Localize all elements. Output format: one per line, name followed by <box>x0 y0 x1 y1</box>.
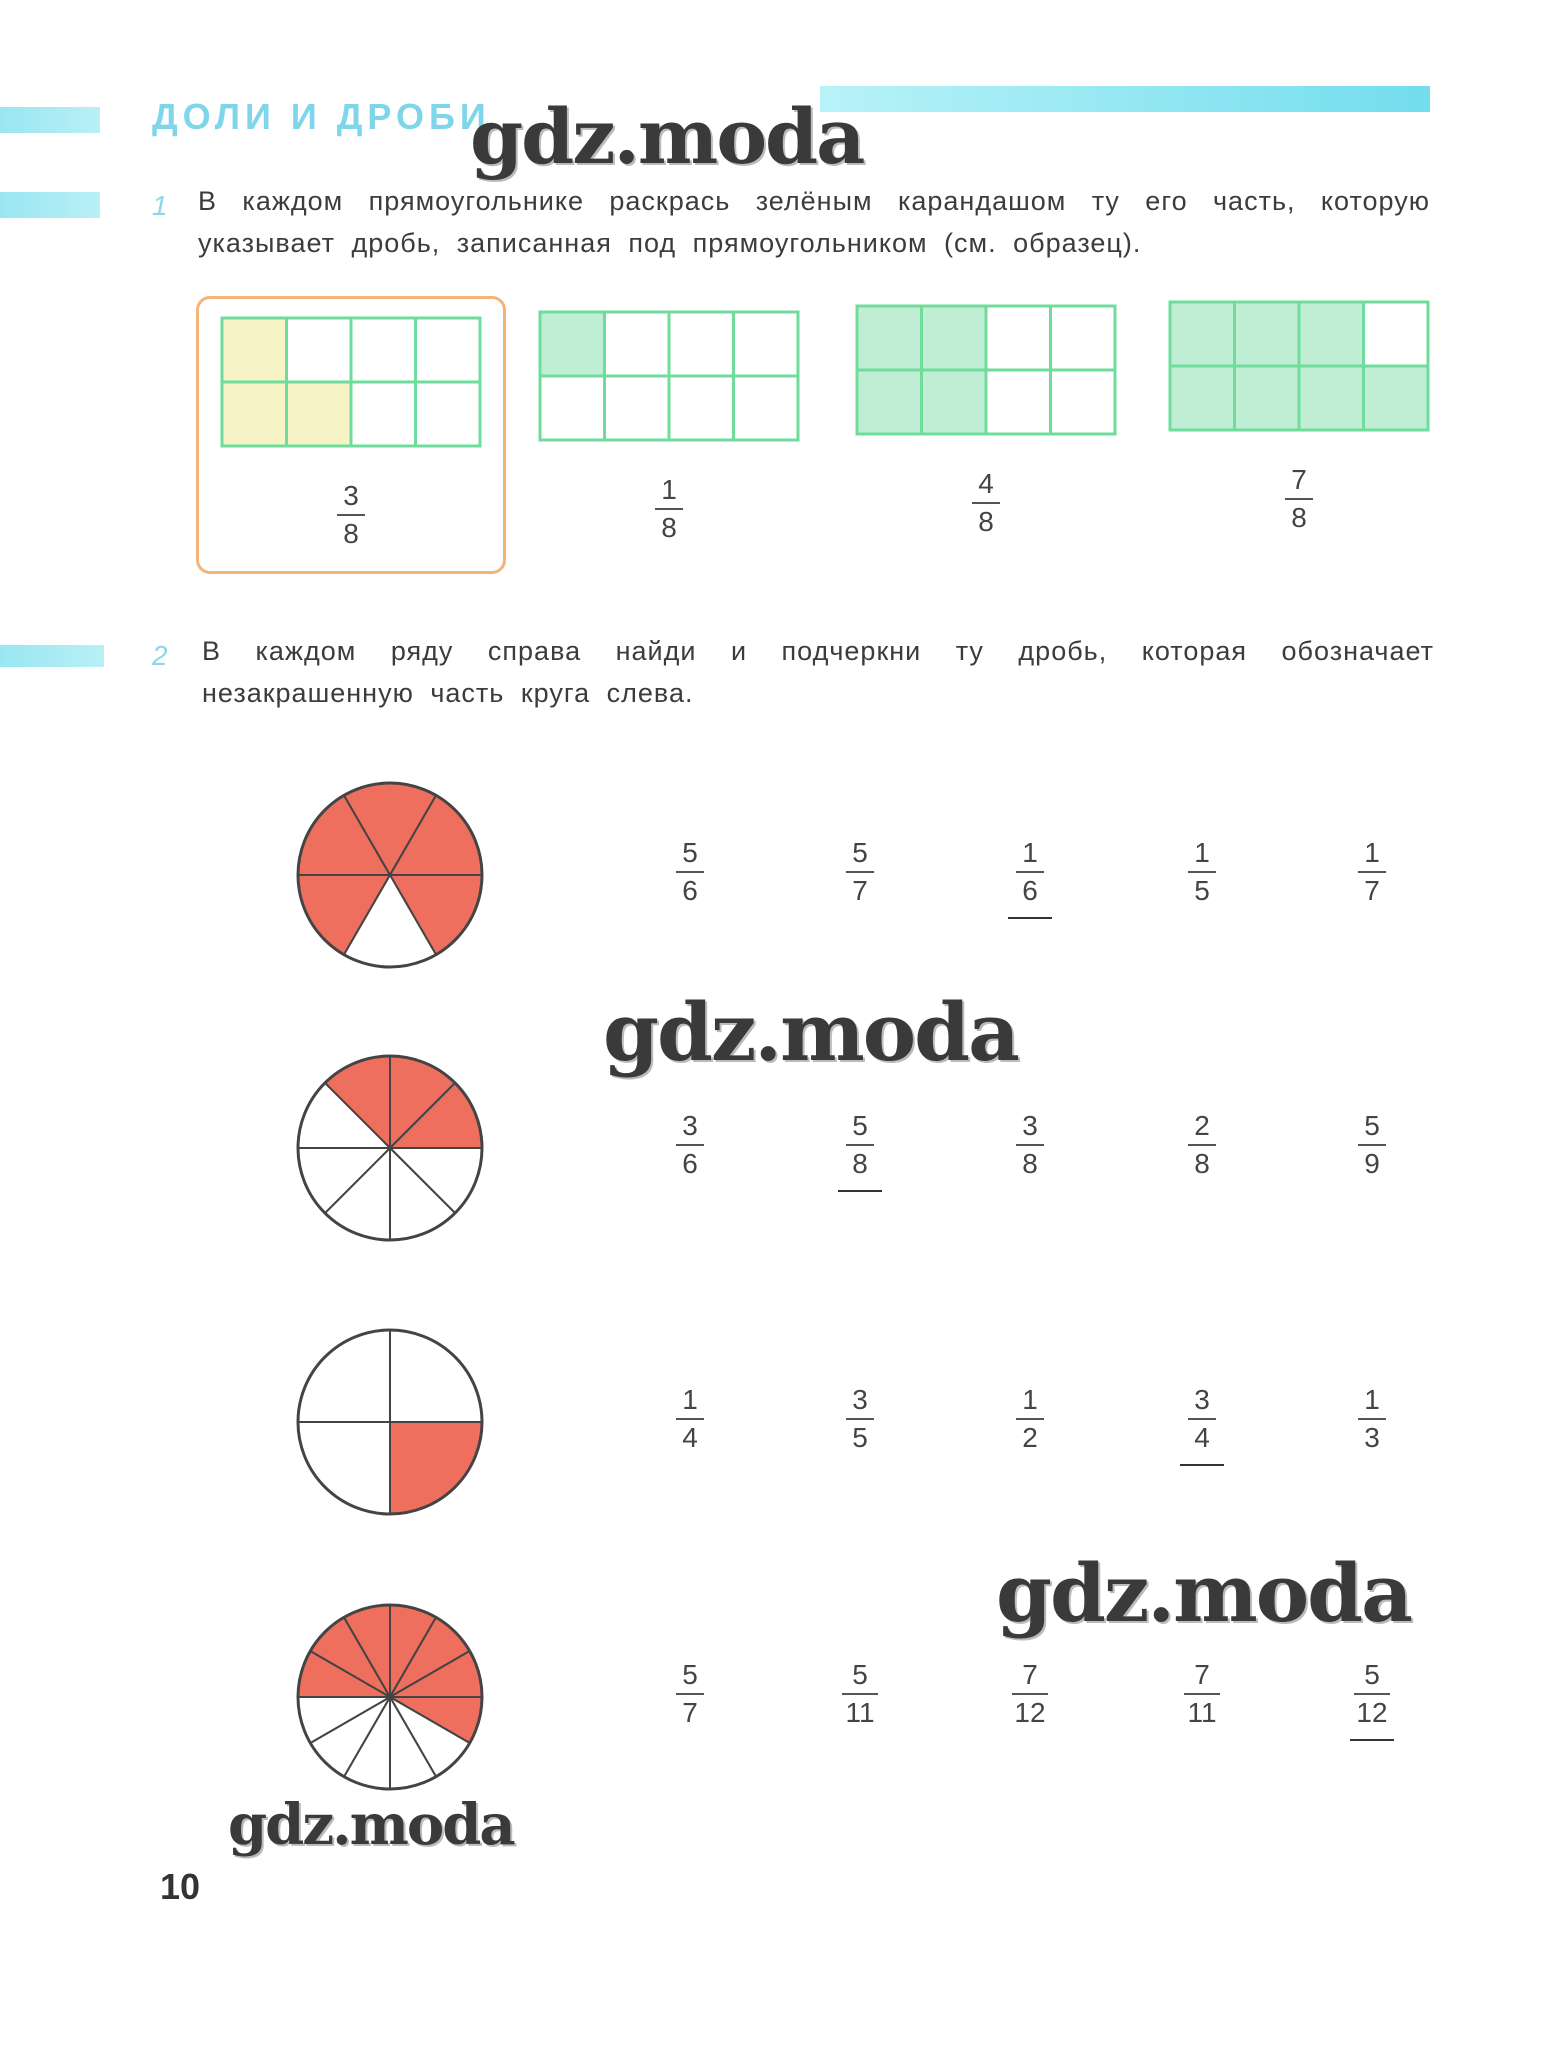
fraction-numerator: 3 <box>852 1384 868 1415</box>
fraction-numerator: 5 <box>682 1659 698 1690</box>
fraction-denominator: 12 <box>1014 1697 1046 1728</box>
task-1-text: В каждом прямоугольнике раскрась зелёным карандашом ту его часть, которую указывает дробь, записанная под прямоугольником (см. образец). <box>198 186 1430 258</box>
fraction-numerator: 1 <box>1364 1384 1380 1415</box>
fraction-numerator: 2 <box>1194 1110 1210 1141</box>
fraction-option[interactable] <box>830 835 890 909</box>
fraction-denominator: 11 <box>845 1697 875 1728</box>
fraction-numerator: 3 <box>682 1110 698 1141</box>
fraction-denominator: 6 <box>682 875 698 906</box>
watermark: gdz.moda <box>996 1546 1411 1640</box>
fraction-numerator: 1 <box>1194 837 1210 868</box>
fraction-option[interactable] <box>830 1657 890 1731</box>
fraction-denominator: 8 <box>1022 1148 1038 1179</box>
fraction-numerator: 3 <box>1194 1384 1210 1415</box>
fraction-circle <box>298 1605 482 1789</box>
fraction-option[interactable] <box>830 1108 890 1182</box>
fraction-numerator: 4 <box>978 468 994 499</box>
fraction-option[interactable] <box>1000 1382 1060 1456</box>
fraction-denominator: 2 <box>1022 1422 1038 1453</box>
fraction-option[interactable] <box>660 835 720 909</box>
fraction-denominator: 7 <box>1364 875 1380 906</box>
fraction-option[interactable] <box>660 1108 720 1182</box>
fraction-denominator: 7 <box>682 1697 698 1728</box>
fraction-denominator: 11 <box>1187 1697 1217 1728</box>
fraction-option[interactable] <box>1000 1108 1060 1182</box>
fraction-circle <box>298 1056 482 1240</box>
fraction-numerator: 5 <box>1364 1659 1380 1690</box>
fraction-denominator: 9 <box>1364 1148 1380 1179</box>
fraction-denominator: 8 <box>1291 502 1307 533</box>
fraction-option[interactable] <box>1342 835 1402 909</box>
fraction-denominator: 8 <box>1194 1148 1210 1179</box>
watermark: gdz.moda <box>603 985 1018 1079</box>
fraction-circle <box>298 1330 482 1514</box>
answer-underline <box>1180 1464 1224 1466</box>
watermark: gdz.moda <box>228 1792 514 1858</box>
fraction-denominator: 5 <box>852 1422 868 1453</box>
fraction-circle <box>298 783 482 967</box>
fraction-option[interactable] <box>1342 1657 1402 1731</box>
page-number: 10 <box>160 1866 201 1907</box>
fraction-denominator: 7 <box>852 875 868 906</box>
fraction-numerator: 3 <box>1022 1110 1038 1141</box>
task-2-text: В каждом ряду справа найди и подчеркни ту дробь, которая обозначает незакрашенную часть круга слева. <box>202 636 1434 708</box>
fraction-denominator: 8 <box>343 518 359 549</box>
fraction-numerator: 5 <box>852 1659 868 1690</box>
fraction-denominator: 8 <box>978 506 994 537</box>
answer-underline <box>1008 917 1052 919</box>
fraction-option[interactable] <box>1172 835 1232 909</box>
fraction-numerator: 3 <box>343 480 359 511</box>
fraction-numerator: 1 <box>661 474 677 505</box>
fraction-denominator: 4 <box>1194 1422 1210 1453</box>
fraction-numerator: 7 <box>1291 464 1307 495</box>
fraction-option[interactable] <box>1000 1657 1060 1731</box>
task-2-number: 2 <box>152 640 168 671</box>
fraction-denominator: 5 <box>1194 875 1210 906</box>
fraction-denominator: 12 <box>1356 1697 1388 1728</box>
fraction-denominator: 4 <box>682 1422 698 1453</box>
fraction-option[interactable] <box>660 1382 720 1456</box>
fraction-option[interactable] <box>1000 835 1060 909</box>
fraction-option[interactable] <box>1342 1382 1402 1456</box>
fraction-numerator: 5 <box>1364 1110 1380 1141</box>
fraction-denominator: 6 <box>1022 875 1038 906</box>
fraction-denominator: 8 <box>661 512 677 543</box>
fraction-numerator: 1 <box>1364 837 1380 868</box>
fraction-numerator: 7 <box>1194 1659 1210 1690</box>
fraction-numerator: 5 <box>852 1110 868 1141</box>
fraction-numerator: 1 <box>1022 837 1038 868</box>
fraction-denominator: 8 <box>852 1148 868 1179</box>
fraction-denominator: 3 <box>1364 1422 1380 1453</box>
section-title: ДОЛИ И ДРОБИ <box>152 96 491 137</box>
fraction-option[interactable] <box>1172 1657 1232 1731</box>
answer-underline <box>1350 1739 1394 1741</box>
fraction-numerator: 1 <box>682 1384 698 1415</box>
fraction-numerator: 7 <box>1022 1659 1038 1690</box>
fraction-numerator: 1 <box>1022 1384 1038 1415</box>
fraction-option[interactable] <box>830 1382 890 1456</box>
fraction-numerator: 5 <box>852 837 868 868</box>
fraction-option[interactable] <box>1172 1108 1232 1182</box>
fraction-option[interactable] <box>660 1657 720 1731</box>
watermark: gdz.moda <box>470 92 864 181</box>
fraction-numerator: 5 <box>682 837 698 868</box>
fraction-option[interactable] <box>1342 1108 1402 1182</box>
fraction-option[interactable] <box>1172 1382 1232 1456</box>
answer-underline <box>838 1190 882 1192</box>
task-1-number: 1 <box>152 190 168 221</box>
fraction-denominator: 6 <box>682 1148 698 1179</box>
